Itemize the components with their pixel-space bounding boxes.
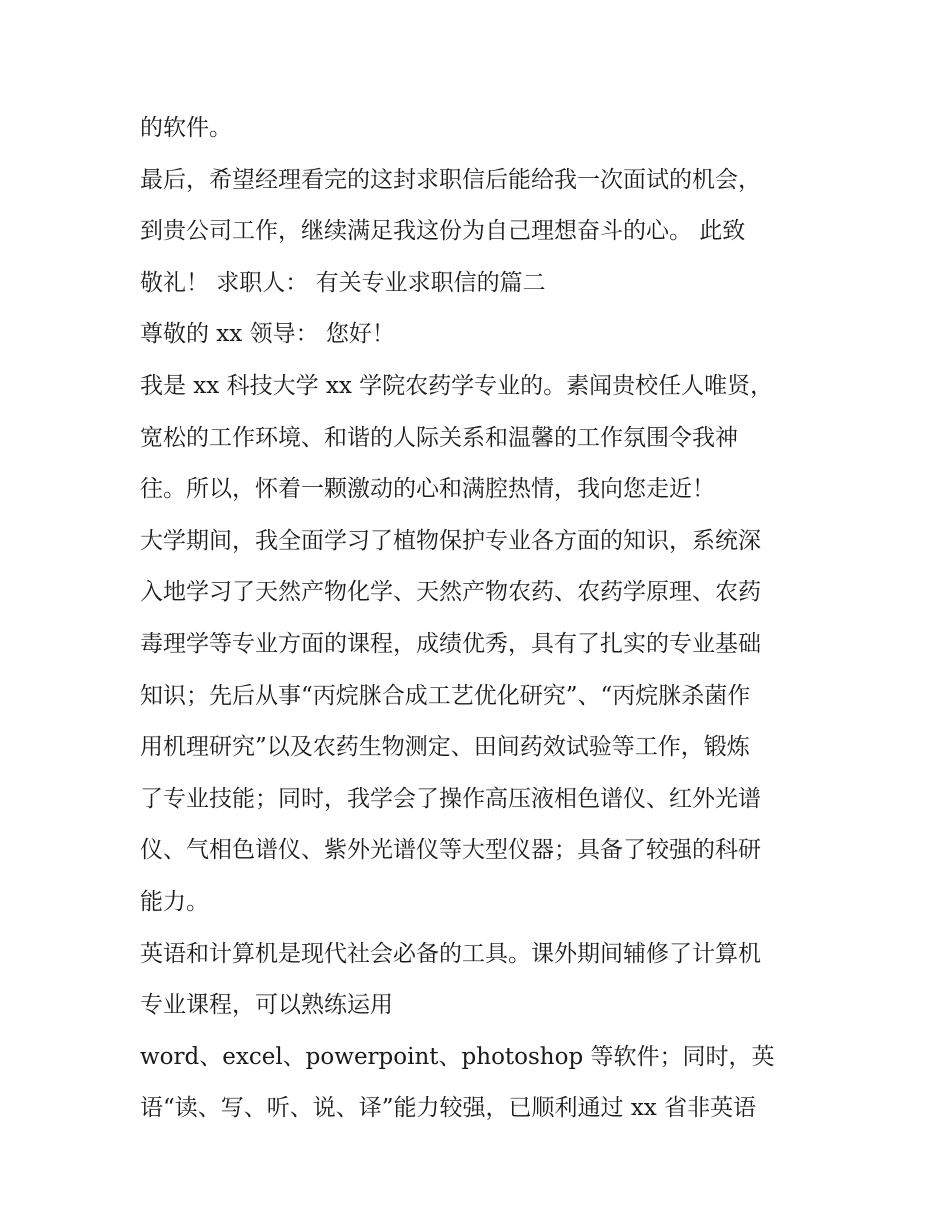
text-line: 仪、气相色谱仪、紫外光谱仪等大型仪器；具备了较强的科研 [140, 837, 761, 864]
text-line: 往。所以，怀着一颗激动的心和满腔热情，我向您走近！ [140, 476, 715, 503]
text-line: 专业课程，可以熟练运用 [140, 992, 393, 1019]
text-line: 最后，希望经理看完的这封求职信后能给我一次面试的机会， [140, 166, 761, 193]
text-line: 敬礼！ 求职人： 有关专业求职信的篇二 [140, 269, 546, 296]
text-line: 能力。 [140, 888, 209, 915]
text-line: 了专业技能；同时，我学会了操作高压液相色谱仪、红外光谱 [140, 785, 761, 812]
text-line: 英语和计算机是现代社会必备的工具。课外期间辅修了计算机 [140, 940, 761, 967]
text-line: 入地学习了天然产物化学、天然产物农药、农药学原理、农药 [140, 579, 761, 606]
text-line: 语“读、写、听、说、译”能力较强，已顺利通过 xx 省非英语 [140, 1095, 757, 1122]
text-line: 知识；先后从事“丙烷脒合成工艺优化研究”、“丙烷脒杀菌作 [140, 682, 751, 709]
text-line: 我是 xx 科技大学 xx 学院农药学专业的。素闻贵校任人唯贤， [140, 372, 774, 399]
text-line: 宽松的工作环境、和谐的人际关系和温馨的工作氛围令我神 [140, 424, 738, 451]
text-line: 大学期间，我全面学习了植物保护专业各方面的知识，系统深 [140, 527, 761, 554]
text-line: word、excel、powerpoint、photoshop 等软件；同时，英 [140, 1043, 775, 1070]
text-line: 的软件。 [140, 115, 232, 141]
text-line: 用机理研究”以及农药生物测定、田间药效试验等工作，锻炼 [140, 734, 750, 761]
text-line: 毒理学等专业方面的课程，成绩优秀，具有了扎实的专业基础 [140, 630, 761, 657]
text-line: 到贵公司工作，继续满足我这份为自己理想奋斗的心。 此致 [140, 218, 746, 245]
text-line: 尊敬的 xx 领导： 您好！ [140, 321, 395, 348]
letter-body [140, 103, 830, 1135]
